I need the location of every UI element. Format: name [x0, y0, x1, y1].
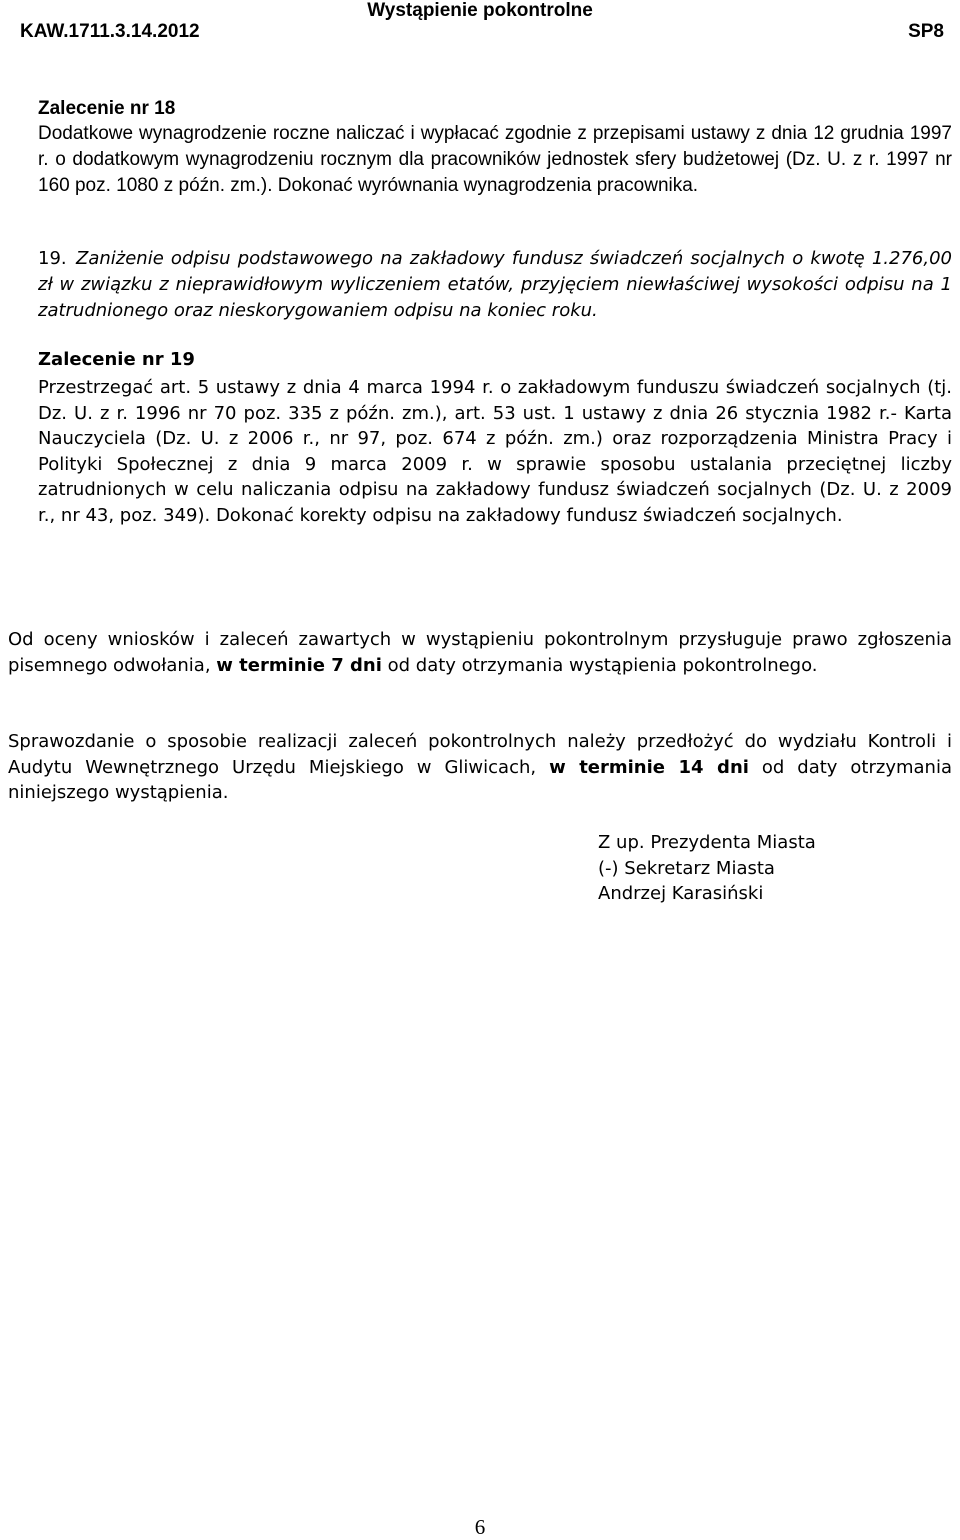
- recommendation-19: [38, 347, 952, 528]
- signature-block: [598, 830, 816, 907]
- finding-19-text: Zaniżenie odpisu podstawowego na zakładowy fundusz świadczeń socjalnych o kwotę 1.276,00 zł w związku z nieprawidłowym wyliczeniem etatów, przyjęciem niewłaściwej wysokości odpisu na 1 zatrudnionego oraz nieskorygowaniem odpisu na koniec roku.: [38, 248, 952, 321]
- recommendation-19-title: Zalecenie nr 19: [38, 349, 195, 370]
- appeal-notice-text: Od oceny wniosków i zaleceń zawartych w wystąpieniu pokontrolnym przysługuje prawo zgłoszenia pisemnego odwołania,: [8, 629, 952, 676]
- report-notice-text: Sprawozdanie o sposobie realizacji zaleceń pokontrolnych należy przedłożyć do wydziału Kontroli i Audytu Wewnętrznego Urzędu Miejskiego w Gliwicach,: [8, 731, 952, 778]
- page-header: [0, 0, 960, 48]
- appeal-deadline: w terminie 7 dni: [216, 654, 382, 676]
- appeal-notice-end: od daty otrzymania wystąpienia pokontrolnego.: [381, 654, 818, 676]
- document-id: KAW.1711.3.14.2012: [20, 21, 200, 42]
- signature-line-authority: Z up. Prezydenta Miasta: [598, 832, 816, 853]
- report-deadline: w terminie 14 dni: [549, 756, 749, 778]
- recommendation-18-body: Dodatkowe wynagrodzenie roczne naliczać i wypłacać zgodnie z przepisami ustawy z dnia 12 grudnia 1997 r. o dodatkowym wynagrodzeniu rocznym dla pracowników jednostek sfery budżetowej (Dz. U. z r. 1997 nr 160 poz. 1080 z późn. zm.). Dokonać wyrównania wynagrodzenia pracownika.: [38, 123, 952, 196]
- finding-19-number: 19.: [38, 248, 67, 269]
- appeal-notice: [8, 627, 952, 678]
- report-notice: [8, 729, 952, 806]
- recommendation-18: [38, 96, 952, 199]
- report-notice-end: od daty otrzymania niniejszego wystąpienia.: [8, 756, 952, 803]
- document-code: SP8: [908, 21, 944, 42]
- document-title: Wystąpienie pokontrolne: [367, 0, 593, 21]
- finding-19: [38, 246, 952, 324]
- recommendation-18-title: Zalecenie nr 18: [38, 98, 176, 119]
- recommendation-19-body: Przestrzegać art. 5 ustawy z dnia 4 marca 1994 r. o zakładowym funduszu świadczeń socjalnych (tj. Dz. U. z r. 1996 nr 70 poz. 335 z późn. zm.), art. 53 ust. 1 ustawy z dnia 26 stycznia 1982 r.- Karta Nauczyciela (Dz. U. z 2006 r., nr 97, poz. 674 z późn. zm.) oraz rozporządzenia Ministra Pracy i Polityki Społecznej z dnia 9 marca 2009 r. w sprawie sposobu ustalania przeciętnej liczby zatrudnionych w celu naliczania odpisu na zakładowy fundusz świadczeń socjalnych (Dz. U. z 2009 r., nr 43, poz. 349). Dokonać korekty odpisu na zakładowy fundusz świadczeń socjalnych.: [38, 377, 952, 526]
- signature-line-name: Andrzej Karasiński: [598, 883, 764, 904]
- page-number: 6: [474, 1515, 486, 1539]
- signature-line-role: (-) Sekretarz Miasta: [598, 857, 775, 879]
